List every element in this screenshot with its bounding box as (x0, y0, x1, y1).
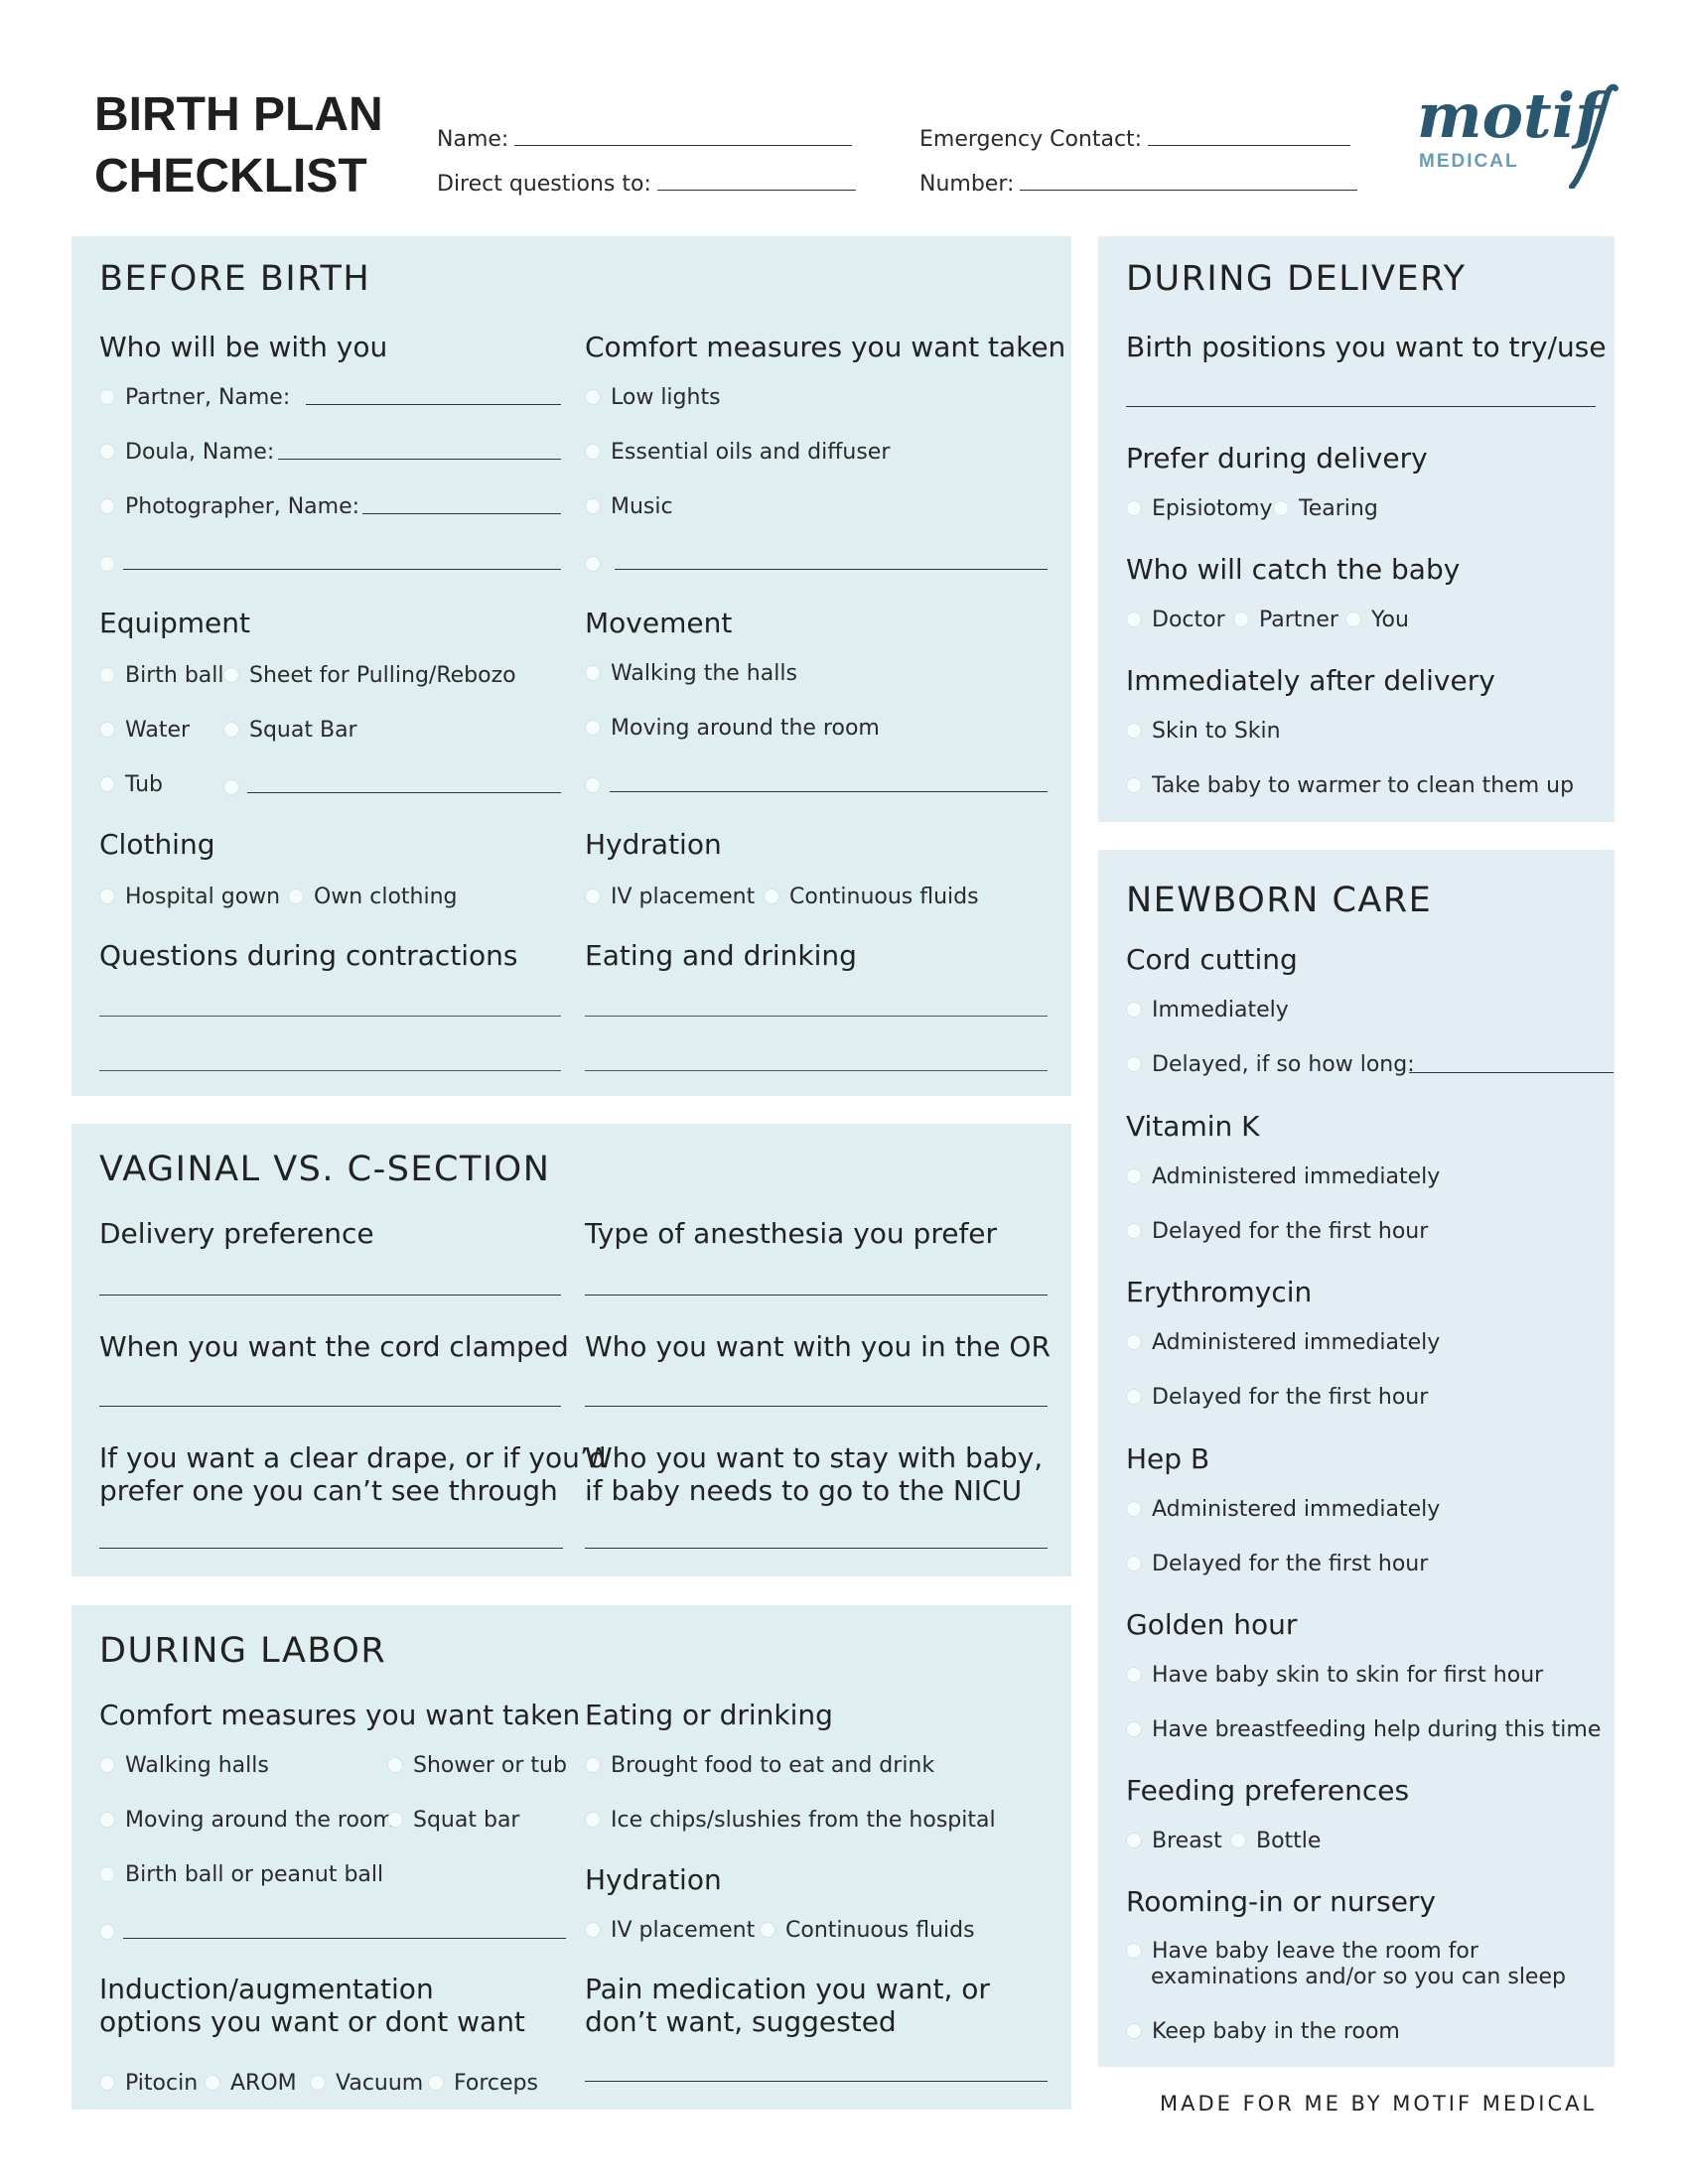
option-vitk-immediately[interactable]: Administered immediately (1126, 1164, 1440, 1189)
direct-questions-field[interactable] (437, 168, 856, 197)
option-photographer-name[interactable]: Photographer, Name: (99, 494, 359, 519)
birth-positions-heading: Birth positions you want to try/use (1126, 331, 1607, 363)
option-you[interactable]: You (1345, 608, 1409, 632)
option-ery-immediately[interactable]: Administered immediately (1126, 1330, 1440, 1355)
other-who-line[interactable] (123, 569, 561, 570)
option-hepb-delayed[interactable]: Delayed for the first hour (1126, 1552, 1428, 1576)
option-arom[interactable]: AROM (205, 2071, 297, 2096)
delivery-preference-heading: Delivery preference (99, 1217, 374, 1250)
option-vitk-delayed[interactable]: Delayed for the first hour (1126, 1219, 1428, 1244)
anesthesia-heading: Type of anesthesia you prefer (585, 1217, 998, 1250)
option-pitocin[interactable]: Pitocin (99, 2071, 198, 2096)
direct-questions-input-line[interactable] (657, 168, 856, 191)
labor-hydration-heading: Hydration (585, 1863, 722, 1896)
option-bottle[interactable]: Bottle (1230, 1829, 1321, 1853)
option-golden-skin[interactable]: Have baby skin to skin for first hour (1126, 1663, 1543, 1688)
rooming-heading: Rooming-in or nursery (1126, 1885, 1437, 1918)
option-walking-halls[interactable]: Walking the halls (585, 661, 797, 686)
option-iv-placement[interactable]: IV placement (585, 885, 755, 909)
who-in-or-line[interactable] (585, 1406, 1048, 1407)
induction-heading-line-2: options you want or dont want (99, 2005, 525, 2038)
name-input-line[interactable] (514, 123, 852, 146)
option-cord-immediately[interactable]: Immediately (1126, 998, 1289, 1023)
other-comfort-line[interactable] (615, 569, 1048, 570)
option-ery-delayed[interactable]: Delayed for the first hour (1126, 1385, 1428, 1410)
during-labor-title: DURING LABOR (99, 1631, 387, 1671)
title-line-2: CHECKLIST (94, 150, 367, 203)
hep-b-heading: Hep B (1126, 1442, 1210, 1475)
prefer-delivery-heading: Prefer during delivery (1126, 442, 1428, 475)
pain-medication-heading (585, 1973, 990, 2038)
baby-leave-room-line-2: examinations and/or so you can sleep (1151, 1965, 1566, 1989)
eating-line-1[interactable] (585, 1016, 1048, 1017)
cord-delayed-line[interactable] (1409, 1072, 1614, 1073)
option-music[interactable]: Music (585, 494, 673, 519)
cord-cutting-heading: Cord cutting (1126, 943, 1298, 976)
during-delivery-title: DURING DELIVERY (1126, 259, 1467, 299)
option-continuous-fluids-labor[interactable]: Continuous fluids (760, 1918, 975, 1943)
drape-line[interactable] (99, 1548, 563, 1549)
equipment-heading: Equipment (99, 607, 250, 639)
nicu-heading-line-1: Who you want to stay with baby, (585, 1441, 1044, 1474)
option-other-movement[interactable] (585, 777, 601, 793)
labor-eating-heading: Eating or drinking (585, 1699, 833, 1731)
option-cord-delayed[interactable]: Delayed, if so how long: (1126, 1052, 1415, 1077)
cord-clamped-line[interactable] (99, 1406, 561, 1407)
option-other-labor-comfort[interactable] (99, 1924, 115, 1940)
eating-drinking-heading: Eating and drinking (585, 939, 857, 972)
induction-heading-line-1: Induction/augmentation (99, 1973, 434, 2005)
option-tearing[interactable]: Tearing (1273, 496, 1378, 521)
comfort-measures-heading: Comfort measures you want taken (585, 331, 1066, 363)
option-sheet-rebozo[interactable]: Sheet for Pulling/Rebozo (223, 663, 516, 688)
other-labor-comfort-line[interactable] (123, 1938, 566, 1939)
golden-hour-heading: Golden hour (1126, 1608, 1298, 1641)
option-vacuum[interactable]: Vacuum (310, 2071, 423, 2096)
questions-contractions-heading: Questions during contractions (99, 939, 518, 972)
option-low-lights[interactable]: Low lights (585, 385, 721, 410)
other-equipment-line[interactable] (247, 792, 561, 793)
option-episiotomy[interactable]: Episiotomy (1126, 496, 1273, 521)
nicu-heading (585, 1441, 1043, 1507)
option-squat-bar-labor[interactable]: Squat bar (387, 1808, 519, 1833)
doula-name-line[interactable] (278, 459, 561, 460)
drape-heading-line-1: If you want a clear drape, or if you’d (99, 1441, 607, 1474)
option-take-baby-warmer[interactable]: Take baby to warmer to clean them up (1126, 773, 1574, 798)
option-tub[interactable]: Tub (99, 772, 163, 797)
vitamin-k-heading: Vitamin K (1126, 1110, 1260, 1143)
option-squat-bar[interactable]: Squat Bar (223, 718, 357, 743)
option-moving-around-room-labor[interactable]: Moving around the room (99, 1808, 394, 1833)
feeding-preferences-heading: Feeding preferences (1126, 1774, 1410, 1807)
questions-line-1[interactable] (99, 1016, 561, 1017)
option-birth-ball-peanut[interactable]: Birth ball or peanut ball (99, 1862, 383, 1887)
birth-positions-line[interactable] (1126, 406, 1596, 407)
footer-credit: MADE FOR ME BY MOTIF MEDICAL (1160, 2092, 1598, 2116)
emergency-contact-input-line[interactable] (1148, 123, 1350, 146)
option-doctor[interactable]: Doctor (1126, 608, 1225, 632)
option-other-who[interactable] (99, 556, 115, 572)
who-in-or-heading: Who you want with you in the OR (585, 1330, 1051, 1363)
nicu-line[interactable] (585, 1548, 1048, 1549)
option-iv-placement-labor[interactable]: IV placement (585, 1918, 755, 1943)
option-continuous-fluids[interactable]: Continuous fluids (764, 885, 979, 909)
option-skin-to-skin[interactable]: Skin to Skin (1126, 719, 1281, 744)
option-other-equipment[interactable] (223, 779, 239, 795)
drape-heading-line-2: prefer one you can’t see through (99, 1474, 558, 1507)
option-moving-around-room[interactable]: Moving around the room (585, 716, 880, 741)
emergency-contact-field[interactable] (919, 123, 1350, 152)
who-with-you-heading: Who will be with you (99, 331, 388, 363)
option-baby-leave-room[interactable]: Have baby leave the room for (1126, 1939, 1478, 1964)
pain-medication-line[interactable] (585, 2081, 1048, 2082)
direct-questions-label: Direct questions to: (437, 172, 651, 197)
partner-name-line[interactable] (306, 404, 561, 405)
nicu-heading-line-2: if baby needs to go to the NICU (585, 1474, 1023, 1507)
option-doula-name[interactable]: Doula, Name: (99, 440, 274, 465)
option-birth-ball[interactable]: Birth ball (99, 663, 223, 688)
option-hepb-immediately[interactable]: Administered immediately (1126, 1497, 1440, 1522)
title-line-1: BIRTH PLAN (94, 88, 383, 141)
option-hospital-gown[interactable]: Hospital gown (99, 885, 280, 909)
option-walking-halls-labor[interactable]: Walking halls (99, 1753, 269, 1778)
anesthesia-line[interactable] (585, 1295, 1048, 1296)
option-breast[interactable]: Breast (1126, 1829, 1222, 1853)
drape-heading (99, 1441, 607, 1507)
pain-heading-line-2: don’t want, suggested (585, 2005, 897, 2038)
option-water[interactable]: Water (99, 718, 190, 743)
emergency-contact-label: Emergency Contact: (919, 127, 1143, 152)
induction-heading (99, 1973, 525, 2038)
cord-clamped-heading: When you want the cord clamped (99, 1330, 569, 1363)
labor-comfort-heading: Comfort measures you want taken (99, 1699, 581, 1731)
option-partner-name[interactable]: Partner, Name: (99, 385, 290, 410)
newborn-care-title: NEWBORN CARE (1126, 881, 1433, 920)
questions-line-2[interactable] (99, 1070, 561, 1071)
option-own-clothing[interactable]: Own clothing (288, 885, 458, 909)
option-ice-chips[interactable]: Ice chips/slushies from the hospital (585, 1808, 996, 1833)
option-other-comfort[interactable] (585, 556, 601, 572)
option-partner-catch[interactable]: Partner (1233, 608, 1338, 632)
number-input-line[interactable] (1020, 168, 1357, 191)
option-forceps[interactable]: Forceps (428, 2071, 538, 2096)
pain-heading-line-1: Pain medication you want, or (585, 1973, 990, 2005)
number-label: Number: (919, 172, 1015, 197)
erythromycin-heading: Erythromycin (1126, 1276, 1313, 1308)
clothing-heading: Clothing (99, 828, 215, 861)
logo-subtext: MEDICAL (1419, 151, 1519, 172)
vaginal-csection-title: VAGINAL VS. C-SECTION (99, 1150, 551, 1189)
option-shower-or-tub[interactable]: Shower or tub (387, 1753, 567, 1778)
photographer-name-line[interactable] (362, 513, 561, 514)
number-field[interactable] (919, 168, 1357, 197)
motif-medical-logo (1415, 79, 1618, 189)
name-label: Name: (437, 127, 509, 152)
option-brought-food[interactable]: Brought food to eat and drink (585, 1753, 934, 1778)
other-movement-line[interactable] (610, 791, 1048, 792)
movement-heading: Movement (585, 607, 733, 639)
hydration-heading: Hydration (585, 828, 722, 861)
name-field[interactable] (437, 123, 852, 152)
option-golden-breastfeeding[interactable]: Have breastfeeding help during this time (1126, 1717, 1601, 1742)
option-essential-oils[interactable]: Essential oils and diffuser (585, 440, 890, 465)
page-title (94, 84, 383, 207)
logo-wordmark: motif (1417, 79, 1602, 152)
option-keep-baby-room[interactable]: Keep baby in the room (1126, 2019, 1400, 2044)
delivery-preference-line[interactable] (99, 1295, 561, 1296)
who-catch-baby-heading: Who will catch the baby (1126, 553, 1461, 586)
eating-line-2[interactable] (585, 1070, 1048, 1071)
before-birth-title: BEFORE BIRTH (99, 259, 371, 299)
after-delivery-heading: Immediately after delivery (1126, 664, 1495, 697)
